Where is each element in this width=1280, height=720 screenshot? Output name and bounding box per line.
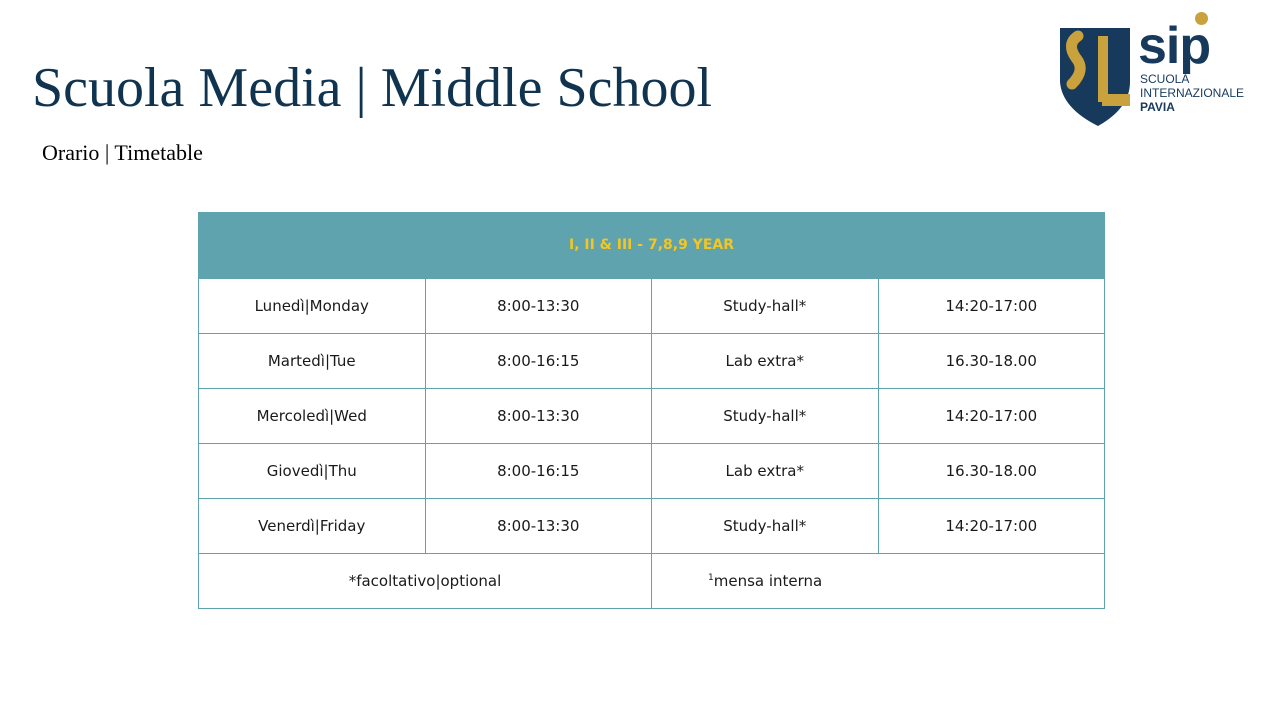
morning-cell: 8:00-16:15	[425, 444, 652, 499]
day-cell: Venerdì|Friday	[199, 499, 426, 554]
school-logo	[1058, 10, 1248, 128]
canteen-note	[652, 554, 1105, 609]
activity-cell: Study-hall*	[652, 389, 879, 444]
logo-wordmark: sip	[1138, 17, 1211, 75]
canteen-note-text: mensa interna	[713, 572, 823, 590]
shield-icon	[1058, 10, 1138, 128]
morning-cell: 8:00-13:30	[425, 389, 652, 444]
morning-cell: 8:00-16:15	[425, 334, 652, 389]
timetable-heading: I, II & III - 7,8,9 YEAR	[199, 212, 1105, 279]
day-cell: Martedì|Tue	[199, 334, 426, 389]
activity-cell: Lab extra*	[652, 334, 879, 389]
table-row	[199, 499, 1105, 554]
canteen-note-sup: 1	[708, 573, 714, 583]
notes-row	[199, 554, 1105, 609]
logo-line-2: INTERNAZIONALE	[1140, 86, 1245, 100]
morning-cell: 8:00-13:30	[425, 499, 652, 554]
morning-cell: 8:00-13:30	[425, 279, 652, 334]
logo-line-3: PAVIA	[1140, 100, 1175, 114]
activity-cell: Study-hall*	[652, 279, 879, 334]
timetable	[198, 212, 1105, 609]
afternoon-cell: 14:20-17:00	[878, 279, 1105, 334]
page-subtitle: Orario | Timetable	[42, 140, 203, 165]
activity-cell: Lab extra*	[652, 444, 879, 499]
table-row	[199, 444, 1105, 499]
activity-cell: Study-hall*	[652, 499, 879, 554]
table-row	[199, 334, 1105, 389]
optional-note: *facoltativo|optional	[199, 554, 652, 609]
day-cell: Lunedì|Monday	[199, 279, 426, 334]
page-title: Scuola Media | Middle School	[32, 57, 713, 119]
afternoon-cell: 16.30-18.00	[878, 334, 1105, 389]
day-cell: Giovedì|Thu	[199, 444, 426, 499]
logo-line-1: SCUOLA	[1140, 72, 1190, 86]
afternoon-cell: 16.30-18.00	[878, 444, 1105, 499]
day-cell: Mercoledì|Wed	[199, 389, 426, 444]
table-row	[199, 279, 1105, 334]
afternoon-cell: 14:20-17:00	[878, 499, 1105, 554]
table-row	[199, 389, 1105, 444]
afternoon-cell: 14:20-17:00	[878, 389, 1105, 444]
